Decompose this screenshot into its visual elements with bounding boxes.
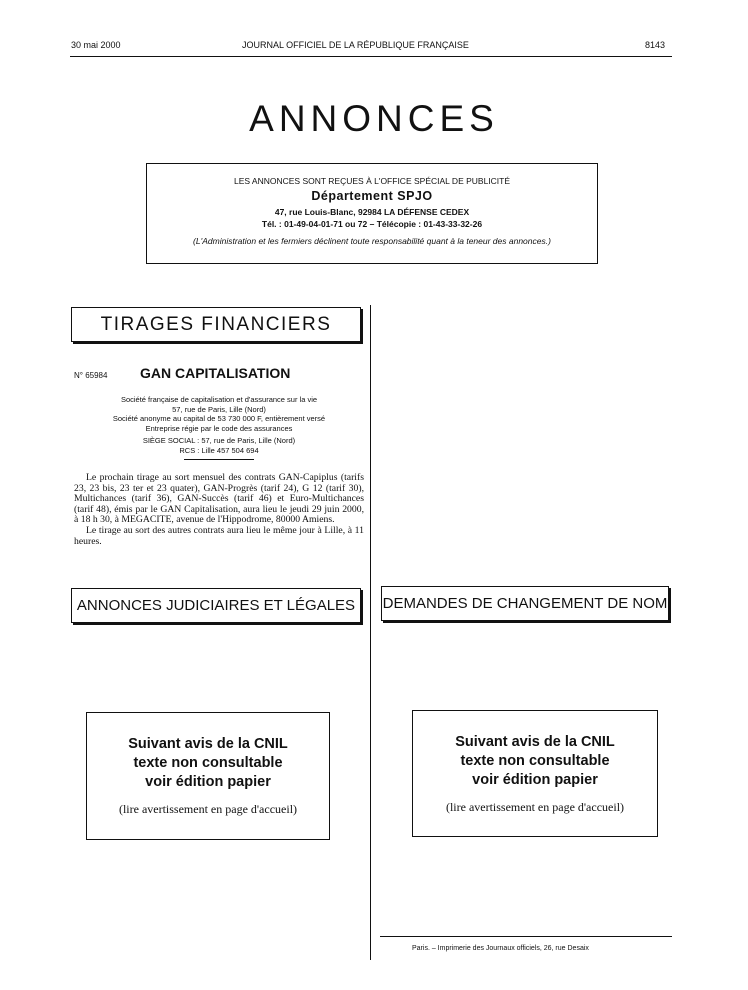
publicity-info-box [146,163,598,264]
disclaimer: (L'Administration et les fermiers déclinent toute responsabilité quant à la teneur des annonces.) [193,236,551,246]
header-rule [70,56,672,57]
announcement-paragraph: Le tirage au sort des autres contrats aura lieu le même jour à Lille, à 11 heures. [74,524,364,547]
cnil-line: voir édition papier [145,774,271,790]
printer-footer: Paris. – Imprimerie des Journaux officiels, 26, rue Desaix [412,945,589,952]
page-number: 8143 [645,40,666,50]
company-details [74,395,364,460]
cnil-line: Suivant avis de la CNIL [455,734,615,750]
detail-line: RCS : Lille 457 504 694 [179,445,259,455]
department-name: Département SPJO [311,189,433,203]
details-rule [184,459,254,460]
detail-line: SIÈGE SOCIAL : 57, rue de Paris, Lille (Nord) [142,436,296,445]
department-phones: Tél. : 01-49-04-01-71 ou 72 – Télécopie : 01-43-33-32-26 [261,219,483,229]
column-divider [370,305,371,960]
cnil-line: voir édition papier [472,772,598,788]
cnil-line: texte non consultable [133,755,283,771]
detail-line: Société française de capitalisation et d'assurance sur la vie [120,395,318,404]
publication-date: 30 mai 2000 [71,40,121,50]
cnil-notice-text [87,735,329,792]
detail-line: Entreprise régie par le code des assurances [145,423,293,433]
section-header-annonces-judiciaires: ANNONCES JUDICIAIRES ET LÉGALES [71,588,361,623]
cnil-note: (lire avertissement en page d'accueil) [118,802,298,816]
section-header-changement-de-nom: DEMANDES DE CHANGEMENT DE NOM [381,586,669,621]
cnil-line: Suivant avis de la CNIL [128,736,288,752]
footer-rule [380,936,672,937]
detail-line: 57, rue de Paris, Lille (Nord) [172,404,266,414]
announcement-body [74,473,364,547]
journal-name: JOURNAL OFFICIEL DE LA RÉPUBLIQUE FRANÇAISE [242,40,469,50]
cnil-note: (lire avertissement en page d'accueil) [445,800,625,814]
page-title: ANNONCES [249,98,499,139]
department-address: 47, rue Louis-Blanc, 92984 LA DÉFENSE CEDEX [274,207,470,217]
info-line: LES ANNONCES SONT REÇUES À L'OFFICE SPÉCIAL DE PUBLICITÉ [233,176,511,186]
cnil-notice-box [86,712,330,840]
announcement-company: GAN CAPITALISATION [140,365,291,381]
detail-line: Société anonyme au capital de 53 730 000 F, entièrement versé [112,414,326,423]
section-header-tirages-financiers: TIRAGES FINANCIERS [71,307,361,342]
cnil-line: texte non consultable [460,753,610,769]
announcement-paragraph: Le prochain tirage au sort mensuel des contrats GAN-Capiplus (tarifs 23, 23 bis, 23 ter et 23 quater), GAN-Progrès (tarif 24), G 12 (tarif 30), Multichances (tarif 36), GAN-Succès (tarif 46) et Euro-Multichances (tarif 48), émis par le GAN Capitalisation, aura lieu le jeudi 29 juin 2000, à 18 h 30, à MEGACITE, avenue de l'Hippodrome, 80000 Amiens. [74,472,364,526]
announcement-number: N° 65984 [74,371,108,380]
cnil-notice-box [412,710,658,837]
cnil-notice-text [413,733,657,790]
